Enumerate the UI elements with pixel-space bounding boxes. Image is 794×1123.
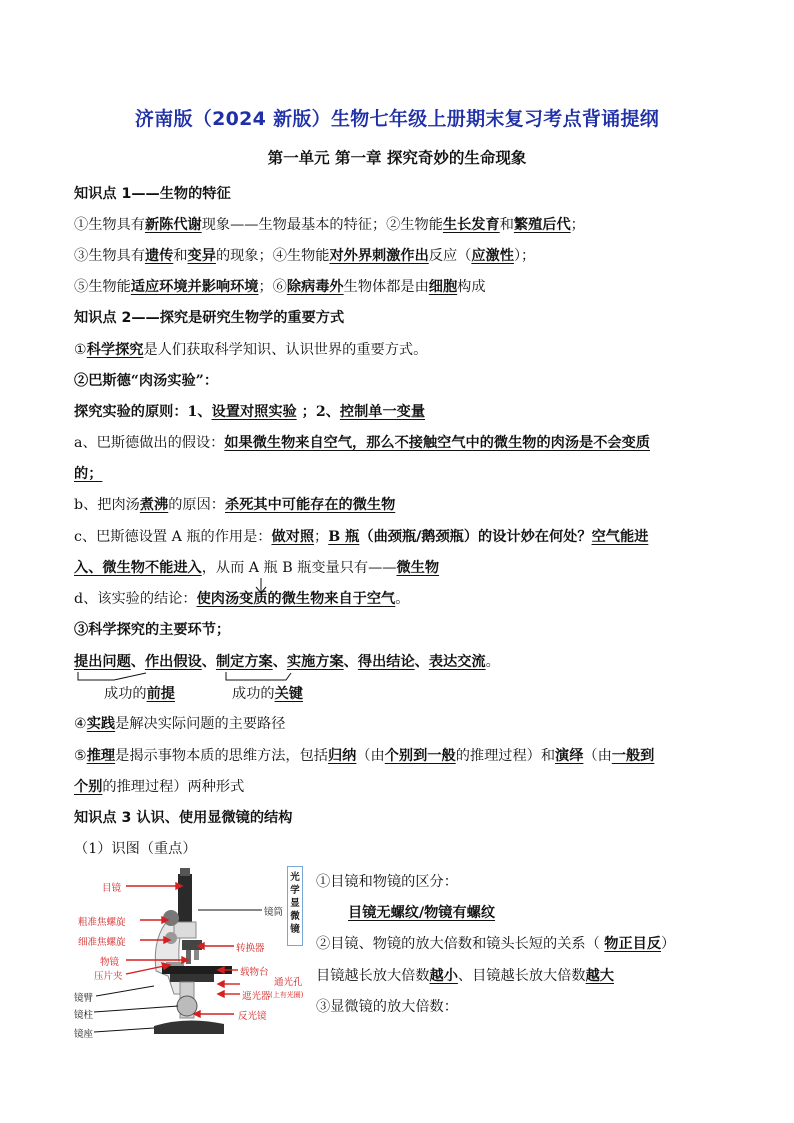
k2-heading: 知识点 2——探究是研究生物学的重要方式 bbox=[74, 310, 345, 326]
label-eyepiece: 目镜 bbox=[102, 883, 122, 894]
label-diaphragm: 遮光器 bbox=[242, 991, 271, 1002]
k3-right-line-3: ②目镜、物镜的放大倍数和镜头长短的关系（ 物正目反） bbox=[316, 936, 676, 952]
k3-subheading: （1）识图（重点） bbox=[74, 841, 197, 857]
label-arm: 镜臂 bbox=[74, 993, 94, 1004]
k1-line-1: ①生物具有新陈代谢现象——生物最基本的特征；②生物能生长发育和繁殖后代； bbox=[74, 217, 585, 233]
k2-line-11: 提出问题、作出假设、制定方案、实施方案、得出结论、表达交流。 bbox=[74, 654, 500, 670]
label-fine-focus: 细准焦螺旋 bbox=[78, 937, 126, 948]
chapter-heading: 第一单元 第一章 探究奇妙的生命现象 bbox=[267, 149, 527, 167]
k2-line-5: 的； bbox=[74, 466, 103, 482]
k2-line-7: c、巴斯德设置 A 瓶的作用是：做对照；B 瓶（曲颈瓶/鹅颈瓶）的设计妙在何处？空气能进 bbox=[74, 529, 649, 545]
k2-line-1: ①科学探究是人们获取科学知识、认识世界的重要方式。 bbox=[74, 342, 428, 358]
label-tube: 镜筒 bbox=[264, 907, 284, 918]
k2-line-4: a、巴斯德做出的假设：如果微生物来自空气，那么不接触空气中的微生物的肉汤是不会变质 bbox=[74, 435, 650, 451]
k2-line-9: d、该实验的结论：使肉汤变质的微生物来自于空气。 bbox=[74, 591, 410, 607]
vertical-label-box: 光 学 显 微 镜 bbox=[287, 866, 303, 946]
microscope-figure bbox=[74, 866, 304, 1040]
k3-right-line-5: ③显微镜的放大倍数： bbox=[316, 999, 458, 1015]
k2-line-15: 个别的推理过程）两种形式 bbox=[74, 779, 245, 795]
k3-heading: 知识点 3 认识、使用显微镜的结构 bbox=[74, 810, 293, 826]
k2-line-14: ⑤推理是揭示事物本质的思维方法，包括归纳（由个别到一般的推理过程）和演绎（由一般到 bbox=[74, 748, 655, 764]
k2-line-3: 探究实验的原则：1、设置对照实验 ；2、控制单一变量 bbox=[74, 404, 426, 420]
k1-heading: 知识点 1——生物的特征 bbox=[74, 186, 231, 202]
label-pillar: 镜柱 bbox=[74, 1010, 94, 1021]
k2-line-8: 入、微生物不能进入，从而 A 瓶 B 瓶变量只有——微生物 bbox=[74, 560, 440, 576]
k1-line-2: ③生物具有遗传和变异的现象；④生物能对外界刺激作出反应（应激性）； bbox=[74, 248, 536, 264]
label-objective: 物镜 bbox=[100, 957, 120, 968]
k2-line-12b: 成功的关键 bbox=[232, 686, 303, 702]
k2-line-6: b、把肉汤煮沸的原因：杀死其中可能存在的微生物 bbox=[74, 497, 396, 513]
k1-line-3: ⑤生物能适应环境并影响环境；⑥除病毒外生物体都是由细胞构成 bbox=[74, 279, 486, 295]
label-stage-clip: 压片夹 bbox=[94, 971, 123, 982]
document-title: 济南版（2024 新版）生物七年级上册期末复习考点背诵提纲 bbox=[134, 108, 660, 130]
label-coarse-focus: 粗准焦螺旋 bbox=[78, 917, 126, 928]
label-base: 镜座 bbox=[74, 1029, 94, 1040]
k2-line-10: ③科学探究的主要环节； bbox=[74, 622, 231, 638]
k2-line-12a: 成功的前提 bbox=[104, 686, 175, 702]
k2-line-13: ④实践是解决实际问题的主要路径 bbox=[74, 716, 286, 732]
label-aperture: 通光孔 bbox=[274, 977, 303, 988]
label-nosepiece: 转换器 bbox=[236, 943, 265, 954]
k3-right-line-4: 目镜越长放大倍数越小、目镜越长放大倍数越大 bbox=[316, 968, 614, 984]
label-stage: 载物台 bbox=[240, 967, 269, 978]
k3-right-line-1: ①目镜和物镜的区分： bbox=[316, 874, 458, 890]
label-mirror: 反光镜 bbox=[238, 1011, 267, 1022]
k3-right-line-2: 目镜无螺纹/物镜有螺纹 bbox=[348, 905, 496, 921]
k2-line-2: ②巴斯德“肉汤实验”： bbox=[74, 373, 219, 389]
label-diaphragm-note: (上有光圈) bbox=[270, 991, 304, 999]
